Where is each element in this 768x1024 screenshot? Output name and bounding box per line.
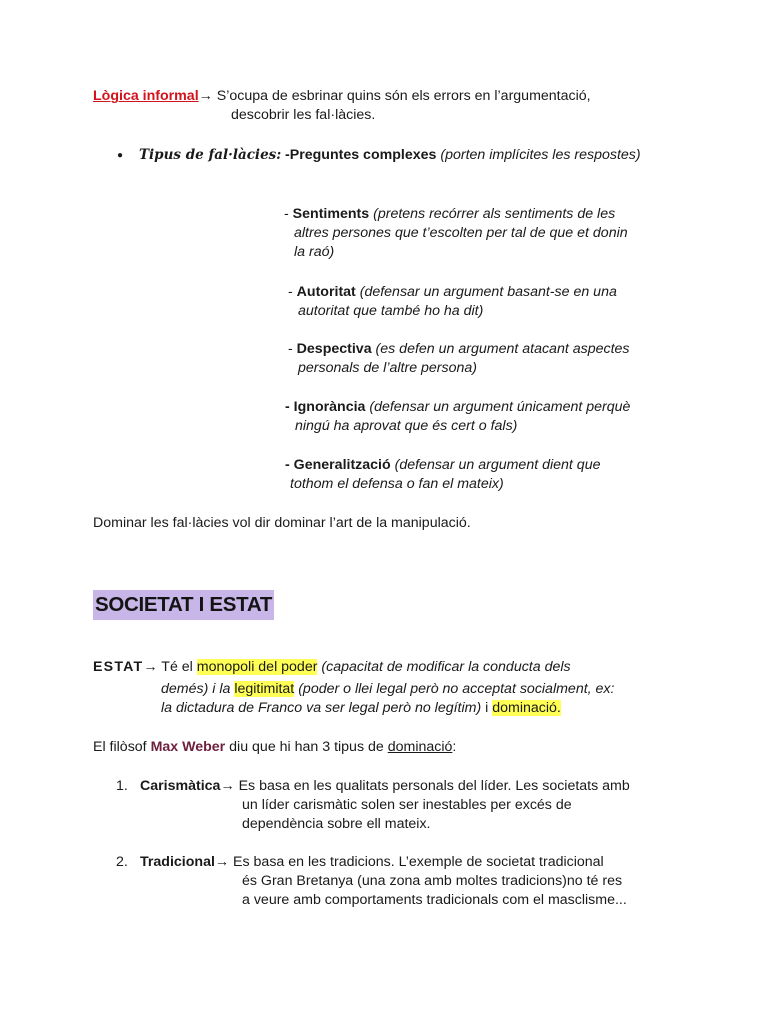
fallacy-desc-line: tothom el defensa o fan el mateix)	[290, 476, 504, 492]
dominar-paragraph: Dominar les fal·làcies vol dir dominar l’art de la manipulació.	[93, 515, 471, 531]
list-term: Carismàtica	[140, 778, 221, 794]
list-number: 1.	[116, 778, 128, 794]
fallacy-desc: (pretens recórrer als sentiments de les	[369, 206, 616, 222]
tipus-falacies-label	[139, 146, 281, 165]
weber-name: Max Weber	[150, 739, 226, 755]
estat-text: la dictadura de Franco va ser legal però no legítim)	[161, 700, 482, 716]
fallacy-autoritat	[288, 283, 617, 302]
fallacy-prefix: -	[288, 284, 297, 300]
list-text: Es basa en les tradicions. L’exemple de societat tradicional	[229, 854, 604, 870]
weber-text: diu que hi han 3 tipus de	[225, 739, 388, 755]
logica-definition-line-1	[93, 87, 591, 106]
weber-text: El filòsof	[93, 739, 151, 755]
estat-line-3	[161, 699, 561, 718]
fallacy-desc: (es defen un argument atacant aspectes	[371, 341, 630, 357]
list-text-line: és Gran Bretanya (una zona amb moltes tradicions)no té res	[242, 873, 623, 889]
fallacy-name: Autoritat	[296, 284, 356, 300]
list-item-carismatica	[140, 777, 630, 796]
estat-text: (poder o llei legal però no acceptat socialment, ex:	[294, 681, 615, 697]
arrow: →	[214, 854, 230, 870]
list-text-line: a veure amb comportaments tradicionals com el masclisme...	[242, 892, 627, 908]
tipus-label-text: Tipus de fal·làcies:	[139, 147, 282, 163]
fallacy-desc-line: la raó)	[294, 244, 335, 260]
fallacy-prefix: -	[285, 147, 290, 163]
weber-text: :	[452, 739, 457, 755]
list-text-line: un líder carismàtic solen ser inestables per excés de	[242, 797, 572, 813]
fallacy-despectiva	[288, 340, 630, 359]
estat-term: ESTAT	[93, 659, 144, 675]
estat-text: demés) i la	[161, 681, 235, 697]
list-text-line: dependència sobre ell mateix.	[242, 816, 431, 832]
logica-definition-text: S’ocupa de esbrinar quins són els errors en l’argumentació,	[212, 88, 591, 104]
list-number: 2.	[116, 854, 128, 870]
logica-definition-line-2: descobrir les fal·làcies.	[231, 107, 376, 123]
highlight-dominacio: dominació.	[492, 700, 561, 716]
highlight-legitimitat: legitimitat	[234, 681, 295, 697]
fallacy-generalitzacio	[285, 456, 600, 475]
fallacy-desc-line: personals de l’altre persona)	[298, 360, 478, 376]
fallacy-name: Ignorància	[293, 399, 366, 415]
bullet-icon: ●	[117, 150, 124, 161]
section-heading: SOCIETAT I ESTAT	[93, 590, 274, 620]
logica-informal-term: Lògica informal	[93, 88, 199, 104]
fallacy-name: Generalització	[293, 457, 391, 473]
list-term: Tradicional	[140, 854, 215, 870]
fallacy-desc-line: altres persones que t’escolten per tal de que et donin	[294, 225, 628, 241]
fallacy-name: Despectiva	[296, 341, 372, 357]
estat-text: (capacitat de modificar la conducta dels	[317, 659, 571, 675]
fallacy-prefix: -	[288, 341, 297, 357]
fallacy-desc-line: ningú ha aprovat que és cert o fals)	[295, 418, 518, 434]
arrow: →	[198, 88, 213, 104]
arrow: →	[143, 659, 158, 675]
estat-text: i	[481, 700, 493, 716]
fallacy-desc: (porten implícites les respostes)	[436, 147, 641, 163]
fallacy-desc: (defensar un argument basant-se en una	[355, 284, 617, 300]
fallacy-prefix: -	[285, 457, 294, 473]
estat-text: Té el	[157, 659, 197, 675]
fallacy-name: Preguntes complexes	[289, 147, 437, 163]
dominacio-underlined: dominació	[387, 739, 453, 755]
list-text: Es basa en les qualitats personals del líder. Les societats amb	[234, 778, 630, 794]
weber-paragraph	[93, 738, 456, 757]
fallacy-prefix: -	[284, 206, 293, 222]
highlight-monopoli: monopoli del poder	[196, 659, 318, 675]
list-item-tradicional	[140, 853, 604, 872]
fallacy-sentiments	[284, 205, 615, 224]
fallacy-prefix: -	[285, 399, 294, 415]
estat-line-1	[93, 658, 571, 677]
arrow: →	[220, 778, 235, 794]
fallacy-desc: (defensar un argument dient que	[390, 457, 601, 473]
fallacy-name: Sentiments	[292, 206, 370, 222]
fallacy-desc-line: autoritat que també ho ha dit)	[298, 303, 484, 319]
fallacy-preguntes	[285, 146, 641, 165]
estat-line-2	[161, 680, 614, 699]
fallacy-desc: (defensar un argument únicament perquè	[365, 399, 631, 415]
fallacy-ignorancia	[285, 398, 630, 417]
